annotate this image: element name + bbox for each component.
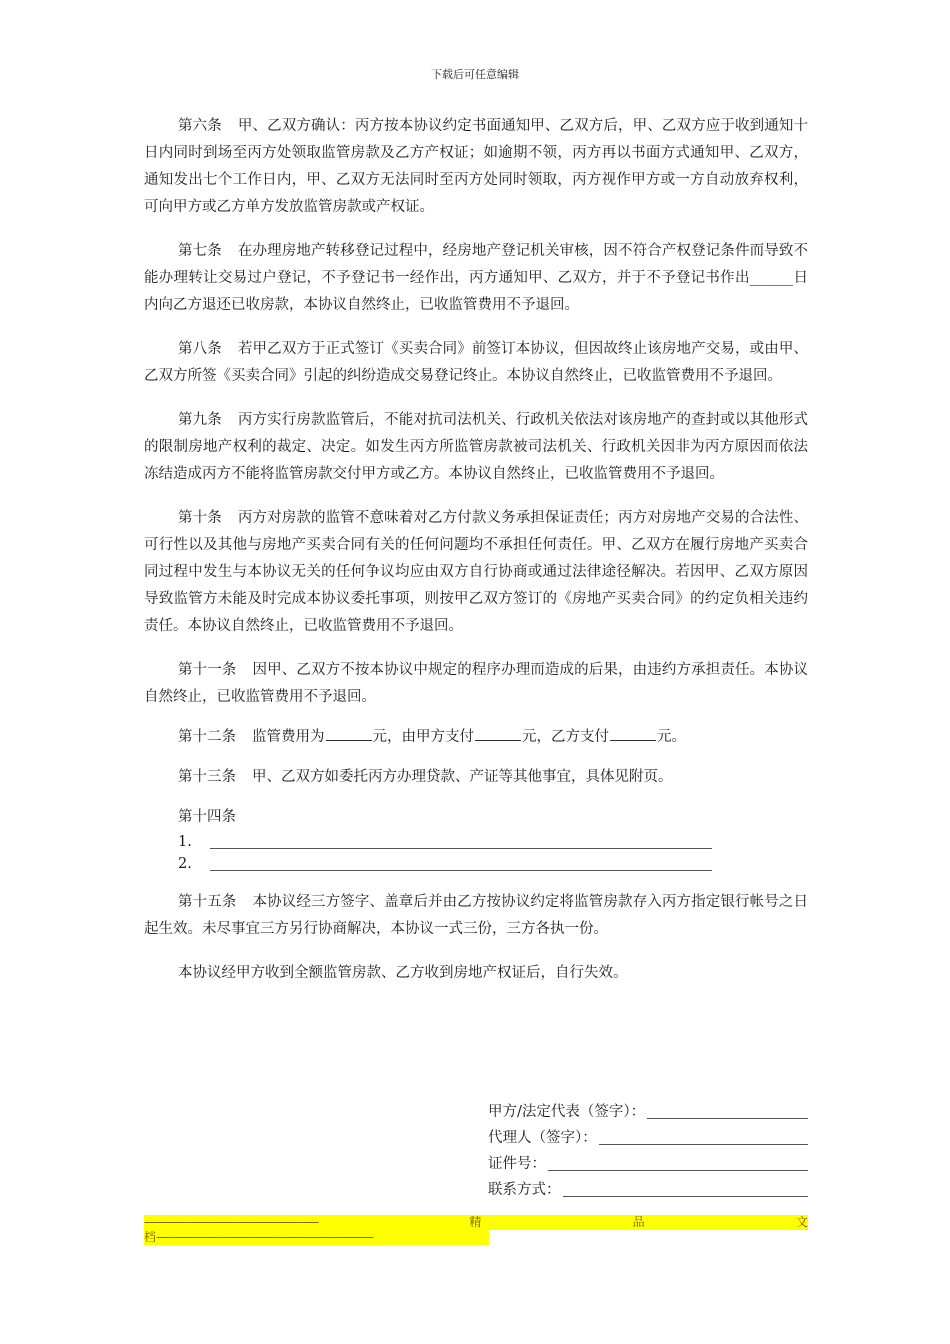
article-11-label: 第十一条 <box>178 662 237 678</box>
signature-block <box>488 1099 808 1203</box>
fee-party-b-blank[interactable] <box>610 727 656 741</box>
header-note: 下载后可任意编辑 <box>431 68 519 81</box>
article-9 <box>144 407 808 488</box>
footer-dashes: ----------------------------------------------------------------------- <box>156 1230 373 1244</box>
article-7-blank: ______ <box>749 270 794 286</box>
agent-label: 代理人（签字）： <box>488 1130 597 1146</box>
footer-banner-line2 <box>144 1230 489 1245</box>
article-12 <box>144 724 808 751</box>
article-12-part1: 监管费用为 <box>252 729 325 745</box>
item-fill-line[interactable] <box>210 836 712 849</box>
article-8-text: 若甲乙双方于正式签订《买卖合同》前签订本协议，但因故终止该房地产交易，或由甲、乙双方所签《买卖合同》引起的纠纷造成交易登记终止。本协议自然终止，已收监管费用不予退回。 <box>144 341 809 384</box>
article-6-text: 甲、乙双方确认：丙方按本协议约定书面通知甲、乙双方后，甲、乙双方应于收到通知十日内同时到场至丙方处领取监管房款及乙方产权证；如逾期不领，丙方再以书面方式通知甲、乙双方，通知发出七个工作日内，甲、乙双方无法同时至丙方处同时领取，丙方视作甲方或一方自动放弃权利，可向甲方或乙方单方发放监管房款或产权证。 <box>144 118 809 215</box>
article-11-text: 因甲、乙双方不按本协议中规定的程序办理而造成的后果，由违约方承担责任。本协议自然终止，已收监管费用不予退回。 <box>144 662 809 705</box>
article-9-text: 丙方实行房款监管后，不能对抗司法机关、行政机关依法对该房地产的查封或以其他形式的限制房地产权利的裁定、决定。如发生丙方所监管房款被司法机关、行政机关因非为丙方原因而依法冻结造成丙方不能将监管房款交付甲方或乙方。本协议自然终止，已收监管费用不予退回。 <box>144 412 809 482</box>
fee-total-blank[interactable] <box>326 727 372 741</box>
article-14-heading <box>144 804 808 831</box>
article-11 <box>144 657 808 711</box>
agent-signature-line[interactable] <box>599 1130 808 1145</box>
article-10-label: 第十条 <box>178 510 222 526</box>
agreement-body <box>144 113 808 1004</box>
sign-row-agent <box>488 1125 808 1151</box>
article-9-label: 第九条 <box>178 412 222 428</box>
article-13 <box>144 764 808 791</box>
id-number-label: 证件号： <box>488 1156 546 1172</box>
sign-row-contact <box>488 1177 808 1203</box>
footer-word: 文 <box>795 1215 808 1229</box>
article-15-text: 本协议经三方签字、盖章后并由乙方按协议约定将监管房款存入丙方指定银行帐号之日起生效。未尽事宜三方另行协商解决，本协议一式三份，三方各执一份。 <box>144 894 809 937</box>
contact-label: 联系方式： <box>488 1182 561 1198</box>
article-13-text: 甲、乙双方如委托丙方办理贷款、产证等其他事宜，具体见附页。 <box>252 769 673 785</box>
article-13-label: 第十三条 <box>178 769 236 785</box>
article-15-label: 第十五条 <box>178 894 237 910</box>
footer-banner-line1 <box>144 1215 808 1230</box>
party-a-signature-line[interactable] <box>647 1104 808 1119</box>
sign-row-id <box>488 1151 808 1177</box>
footer-word: 品 <box>632 1215 645 1229</box>
footer-dashes: --------------------------------------------------------- <box>144 1215 319 1229</box>
id-number-line[interactable] <box>548 1156 808 1171</box>
article-12-part2: 元，由甲方支付 <box>372 729 474 745</box>
contact-line[interactable] <box>563 1182 809 1197</box>
article-7 <box>144 238 808 319</box>
article-8-label: 第八条 <box>178 341 222 357</box>
article-15 <box>144 889 808 943</box>
article-14-item <box>144 853 808 875</box>
footer-word: 档 <box>144 1230 157 1244</box>
footer-word: 精 <box>469 1215 482 1229</box>
article-12-part4: 元。 <box>657 729 686 745</box>
article-10-text: 丙方对房款的监管不意味着对乙方付款义务承担保证责任；丙方对房地产交易的合法性、可行性以及其他与房地产买卖合同有关的任何问题均不承担任何责任。甲、乙双方在履行房地产买卖合同过程中发生与本协议无关的任何争议均应由双方自行协商或通过法律途径解决。若因甲、乙双方原因导致监管方未能及时完成本协议委托事项，则按甲乙双方签订的《房地产买卖合同》的约定负相关违约责任。本协议自然终止，已收监管费用不予退回。 <box>144 510 809 634</box>
article-10 <box>144 505 808 640</box>
item-fill-line[interactable] <box>210 858 712 871</box>
article-8 <box>144 336 808 390</box>
article-7-label: 第七条 <box>178 243 222 259</box>
article-14-label: 第十四条 <box>178 809 236 825</box>
article-14-item <box>144 831 808 853</box>
item-number: 1. <box>178 834 192 850</box>
article-12-part3: 元，乙方支付 <box>522 729 609 745</box>
closing-clause: 本协议经甲方收到全额监管房款、乙方收到房地产权证后，自行失效。 <box>178 965 628 981</box>
sign-row-party-a <box>488 1099 808 1125</box>
fee-party-a-blank[interactable] <box>475 727 521 741</box>
article-7-text-before: 在办理房地产转移登记过程中，经房地产登记机关审核，因不符合产权登记条件而导致不能办理转让交易过户登记，不予登记书一经作出，丙方通知甲、乙双方，并于不予登记书作出 <box>144 243 809 286</box>
party-a-label: 甲方/法定代表（签字）： <box>488 1104 646 1120</box>
article-14 <box>144 804 808 875</box>
article-7-text-after: 日内向乙方退还已收房款，本协议自然终止，已收监管费用不予退回。 <box>144 270 809 313</box>
article-12-label: 第十二条 <box>178 729 236 745</box>
article-6 <box>144 113 808 221</box>
item-number: 2. <box>178 856 192 872</box>
article-6-label: 第六条 <box>178 118 222 134</box>
